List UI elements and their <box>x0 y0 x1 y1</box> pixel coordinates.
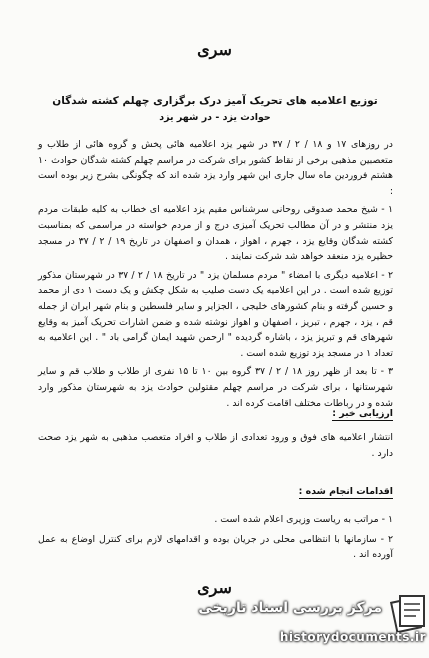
paragraph-2: ۲ - اعلامیه دیگری با امضاء " مردم مسلمان یزد " در تاریخ ۱۸ / ۲ / ۳۷ در شهرستان مذکور توزیع شده است . در این اعلامیه یک دست صلیب به شکل چکش و یک دست ۱ دی از محمد و حسین گرفته و بنام کشورهای خلیجی ، الجزایر و سایر فلسطین و بنام شهر ایران از جمله قم ، یزد ، جهرم ، تبریز ، اصفهان و اهواز نوشته شده و ضمن اشارات تحریک آمیز به وقایع شهرهای قم و تبریز یزد ، باشاره گردیده " ارحمن شهید ایمان گرامی باد " . این اعلامیه به تعداد ۱ در مسجد یزد توزیع شده است . <box>38 269 393 359</box>
action-item: ۱ - مراتب به ریاست وزیری اعلام شده است . <box>214 514 393 525</box>
actions-taken-label: اقدامات انجام شده : <box>298 486 393 497</box>
source-evaluation-label: ارزیابی خبر : <box>332 408 393 419</box>
action-item: ۲ - سازمانها با انتظامی محلی در جریان بوده و اقدامهای لازم برای کنترل اوضاع به عمل آورده اند . <box>38 533 393 561</box>
paragraph-1: ۱ - شیخ محمد صدوقی روحانی سرشناس مقیم یزد اعلامیه ای خطاب به کلیه طبقات مردم یزد منتشر و در آن مطالب تحریک آمیزی درج و از مردم خواسته در مراسمی که بمناسبت کشته شدگان وقایع یزد ، جهرم ، اهواز ، همدان و اصفهان در تاریخ ۱۹ / ۲ / ۳۷ در مسجد حظیره یزد منعقد خواهد شد شرکت نمایند . <box>38 204 393 263</box>
watermark-organization: مرکز بررسی اسناد تاریخی <box>198 600 382 616</box>
document-body <box>38 137 393 414</box>
watermark-url: historydocuments.ir <box>279 630 426 644</box>
watermark <box>150 590 429 652</box>
document-subtitle: حوادث یزد - در شهر یزد <box>159 112 271 123</box>
classification-top: سری <box>197 40 232 59</box>
paragraph-3: ۳ - تا بعد از ظهر روز ۱۸ / ۲ / ۳۷ گروه بین ۱۰ تا ۱۵ نفری از طلاب و طلاب قم و سایر شهرستانها ، برای شرکت در مراسم چهلم مقتولین حوادث یزد به شهرستان مذکور وارد شده و در رباطات مختلف اقامت کرده اند . <box>38 366 393 409</box>
actions-list <box>38 512 393 567</box>
documents-center-logo-icon <box>388 592 429 634</box>
document-title: توزیع اعلامیه های تحریک آمیز درک برگزاری چهلم کشته شدگان <box>52 95 378 107</box>
classification-bottom: سری <box>197 578 232 597</box>
source-evaluation-text: انتشار اعلامیه های فوق و ورود تعدادی از طلاب و افراد متعصب مذهبی به شهر یزد صحت دارد . <box>38 432 393 459</box>
paragraph-intro: در روزهای ۱۷ و ۱۸ / ۲ / ۳۷ در شهر یزد اعلامیه هائی پخش و گروه هائی از طلاب و متعصبین مذهبی برخی از نقاط کشور برای شرکت در مراسم چهلم کشته شدگان حوادث ۱۰ هشتم فروردین ماه سال جاری این شهر وارد یزد شده اند که چگونگی بشرح زیر بوده است : <box>38 139 393 197</box>
